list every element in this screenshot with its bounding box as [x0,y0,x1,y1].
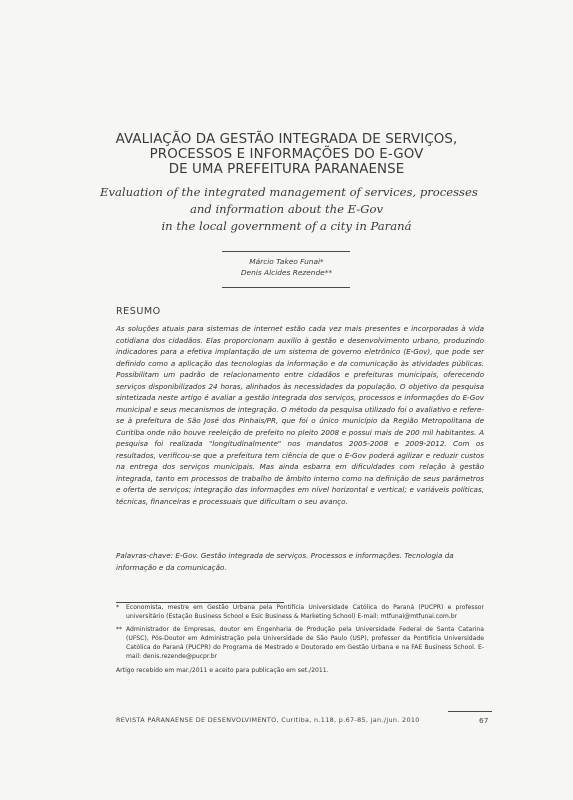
english-title-line-3: in the local government of a city in Paraná [161,219,412,233]
footnote-text: Administrador de Empresas, doutor em Engenharia de Produção pela Universidade Federal de Santa Catarina (UFSC), Pós-Doutor em Administração pela Universidade de São Paulo (USP), professor da Pontifícia Universidade Católica do Paraná (PUCPR) do Programa de Mestrado e Doutorado em Gestão Urbana e na FAE Business School. E-mail: denis.rezende@pucpr.br [126,626,484,661]
footnote-mark: * [116,604,120,611]
abstract-heading: RESUMO [116,306,161,317]
authors-divider [222,287,350,288]
journal-reference: REVISTA PARANAENSE DE DESENVOLVIMENTO, Curitiba, n.118, p.67-85, jan./jun. 2010 [116,716,420,724]
footnotes [116,603,484,675]
received-date: Artigo recebido em mar./2011 e aceito para publicação em set./2011. [116,666,329,674]
english-title-line-1: Evaluation of the integrated management of services, processes [100,185,478,199]
footnote-1 [116,603,484,621]
title-divider [222,251,350,252]
title-line-2: PROCESSOS E INFORMAÇÕES DO E-GOV [149,147,424,162]
page-number-rule [448,711,492,712]
article-title [80,132,493,177]
title-line-3: DE UMA PREFEITURA PARANAENSE [168,162,405,177]
title-line-1: AVALIAÇÃO DA GESTÃO INTEGRADA DE SERVIÇOS, [115,132,458,147]
author-2: Denis Alcides Rezende** [240,268,333,277]
article-title-english [100,184,478,235]
footnote-text: Economista, mestre em Gestão Urbana pela Pontifícia Universidade Católica do Paraná (PUCPR) e professor universitário (Estação Business School e Esic Business & Marketing School) E-mail: mtfunai@mtfunai.com.br [126,604,484,621]
keywords: Palavras-chave: E-Gov. Gestão integrada de serviços. Processos e informações. Tecnologia da informação e da comunicação. [116,551,454,572]
english-title-line-2: and information about the E-Gov [189,202,384,216]
footnote-mark: ** [116,626,123,634]
page-number: 67 [479,716,489,725]
abstract-text: As soluções atuais para sistemas de internet estão cada vez mais presentes e incorporadas à vida cotidiana dos cidadãos. Elas proporcionam auxílio à gestão e desenvolvimento urbano, produzindo indicadores para a efetiva implantação de um sistema de governo eletrônico (E-Gov), que pode ser definido como a aplicação das tecnologias da informação e da comunicação às atividades públicas. Possibilitam um padrão de relacionamento entre cidadãos e prefeituras municipais, oferecendo serviços disponibilizados 24 horas, alinhados às necessidades da população. O objetivo da pesquisa sintetizada neste artigo é avaliar a gestão integrada dos serviços, processos e informações do E-Gov municipal e seus mecanismos de integração. O método da pesquisa utilizado foi o avaliativo e refere-se à prefeitura de São José dos Pinhais/PR, que foi o único município da Região Metropolitana de Curitiba onde não houve reeleição de prefeito no pleito 2008 e possui mais de 200 mil habitantes. A pesquisa foi realizada "longitudinalmente" nos mandatos 2005-2008 e 2009-2012. Com os resultados, verificou-se que a prefeitura tem ciência de que o E-Gov poderá agilizar e reduzir custos na entrega dos serviços municipais. Mas ainda esbarra em dificuldades com relação à gestão integrada, tanto em processos de trabalho de âmbito interno como na definição de seus parâmetros e oferta de serviços; integração das informações em nível horizontal e vertical; e variáveis políticas, técnicas, financeiras e processuais que dificultam o seu avanço. [116,324,484,506]
author-list [180,256,393,278]
footnote-2 [116,625,484,661]
author-1: Márcio Takeo Funai* [249,257,324,266]
